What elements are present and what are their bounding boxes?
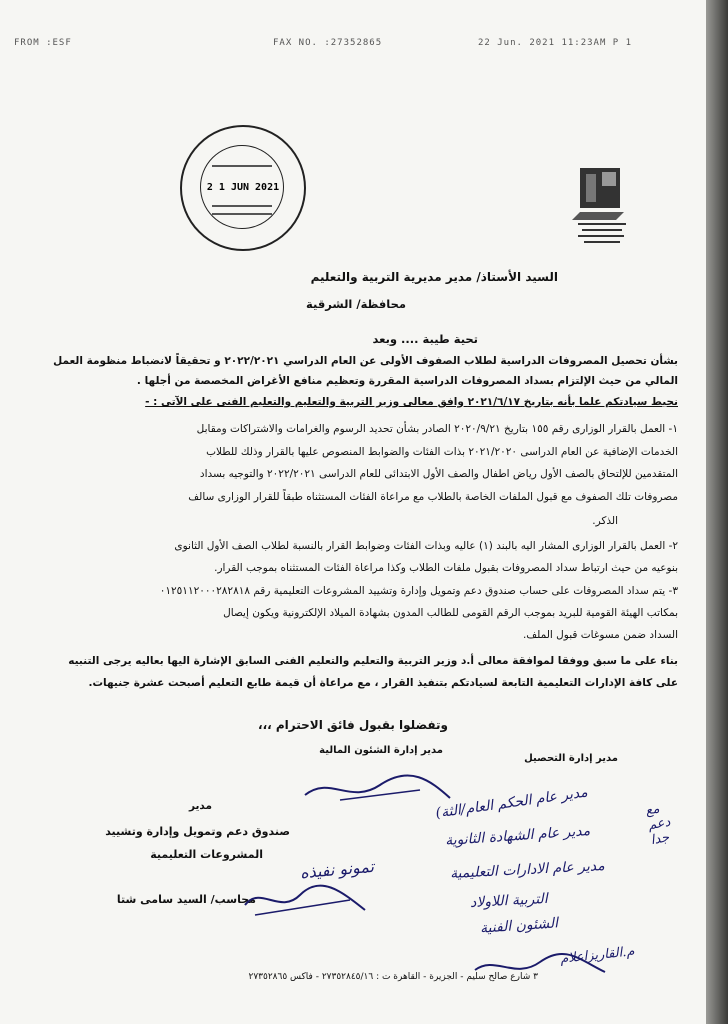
handwritten-distribution: التربية اللاولاد xyxy=(469,890,549,912)
date-stamp xyxy=(180,125,306,251)
signature-finance-icon xyxy=(300,770,460,810)
signature-director-icon xyxy=(240,875,370,925)
director-org-line1: صندوق دعم وتمويل وإدارة وتشييد xyxy=(105,825,290,838)
director-org-line2: المشروعات التعليمية xyxy=(150,848,263,861)
fax-from: FROM :ESF xyxy=(14,38,72,48)
item-line: ٣- يتم سداد المصروفات على حساب صندوق دعم وتمويل وإدارة وتشييد المشروعات التعليمية رقم ٠١٢٥١١٢٠٠٠٢٨٢٨١٨ xyxy=(159,585,678,597)
footer-address: ٣ شارع صالح سليم - الجزيرة - القاهرة ت : ٢٧٣٥٢٨٤٥/١٦ - فاكس ٢٧٣٥٢٨٦٥ xyxy=(248,972,538,982)
item-line: السداد ضمن مسوغات قبول الملف. xyxy=(522,629,678,641)
closing-line: على كافة الإدارات التعليمية التابعة لسيادتكم بتنفيذ القرار ، مع مراعاة أن قيمة طابع التعليم أصبحت عشرة جنيهات. xyxy=(88,677,678,689)
handwritten-distribution: م.القاريزاعلام xyxy=(559,944,636,967)
handwritten-distribution: مدير عام الشهادة الثانوية xyxy=(444,822,591,850)
handwritten-distribution: مدير عام الادارات التعليمية xyxy=(449,857,606,883)
addressee-line2: محافظة/ الشرقية xyxy=(306,297,406,311)
stamp-date: 2 1 JUN 2021 xyxy=(206,182,280,193)
item-line: بنوعيه من حيث ارتباط سداد المصروفات بقبول ملفات الطلاب وكذا مراعاة الفئات المستثناه بموجب القرار. xyxy=(214,562,678,574)
intro-line: نحيط سيادتكم علما بأنه بتاريخ ٢٠٢١/٦/١٧ وافق معالى وزير التربية والتعليم والتعليم الفنى على الآتى : - xyxy=(145,396,678,408)
handwritten-distribution: (مدير عام الحكم العام/الثة xyxy=(434,784,589,822)
item-line: بمكاتب الهيئة القومية للبريد بموجب الرقم القومى للطالب المدون بشهادة الميلاد الإلكترونية ويكون إيصال xyxy=(223,607,678,619)
intro-line: المالي من حيث الإلتزام بسداد المصروفات الدراسية المقررة وتعظيم منافع الأغراض المخصصة من أجلها . xyxy=(136,375,678,387)
item-line: ٢- العمل بالقرار الوزارى المشار اليه بالبند (١) عاليه وبذات الفئات وضوابط القرار بالنسبة لطلاب الصف الأول الثانوى xyxy=(174,540,678,552)
handwritten-distribution: الشئون الفنية xyxy=(479,915,559,937)
closing-line: بناء على ما سبق ووفقا لموافقة معالى أ.د وزير التربية والتعليم والتعليم الفنى السابق الإشارة اليها بعاليه يرجى التنبيه xyxy=(68,655,678,667)
fund-logo-icon xyxy=(572,160,632,250)
director-name: محاسب/ السيد سامى شتا xyxy=(116,893,256,906)
handwritten-margin-note: مع دعم جدا xyxy=(644,801,672,849)
director-title: مدير xyxy=(188,800,212,812)
collection-manager-title: مدير إدارة التحصيل xyxy=(524,753,618,764)
finance-manager-title: مدير إدارة الشئون المالية xyxy=(319,745,443,756)
addressee-line1: السيد الأستاذ/ مدير مديرية التربية والتعليم xyxy=(310,270,558,284)
fax-datetime: 22 Jun. 2021 11:23AM P 1 xyxy=(478,38,633,48)
greeting: تحية طيبة .... وبعد xyxy=(372,332,478,346)
item-line: الذكر. xyxy=(592,515,618,527)
item-line: الخدمات الإضافية عن العام الدراسى ٢٠٢١/٢٠٢٠ بذات الفئات والضوابط المنصوص عليها بالقرار وذلك للطلاب xyxy=(206,446,678,458)
item-line: ١- العمل بالقرار الوزارى رقم ١٥٥ بتاريخ ٢٠٢٠/٩/٢١ الصادر بشأن تحديد الرسوم والغرامات والاشتراكات ومقابل xyxy=(196,423,678,435)
item-line: مصروفات تلك الصفوف مع قبول الملفات الخاصة بالطلاب مع مراعاة الفئات المستثناه طبقاً للقرار الوزارى سالف xyxy=(188,491,678,503)
regards: وتفضلوا بقبول فائق الاحترام ،،، xyxy=(258,718,448,732)
item-line: المتقدمين للإلتحاق بالصف الأول رياض اطفال والصف الأول الابتدائى للعام الدراسى ٢٠٢٢/٢٠٢١ والتوجيه بسداد xyxy=(199,468,678,480)
page-edge-shadow xyxy=(706,0,728,1024)
handwritten-note: تمونو نفيذه xyxy=(299,856,375,883)
intro-line: بشأن تحصيل المصروفات الدراسية لطلاب الصفوف الأولى عن العام الدراسي ٢٠٢٢/٢٠٢١ و تحقيقاً لانضباط منظومة العمل xyxy=(53,355,678,367)
fax-number: FAX NO. :27352865 xyxy=(273,38,383,48)
